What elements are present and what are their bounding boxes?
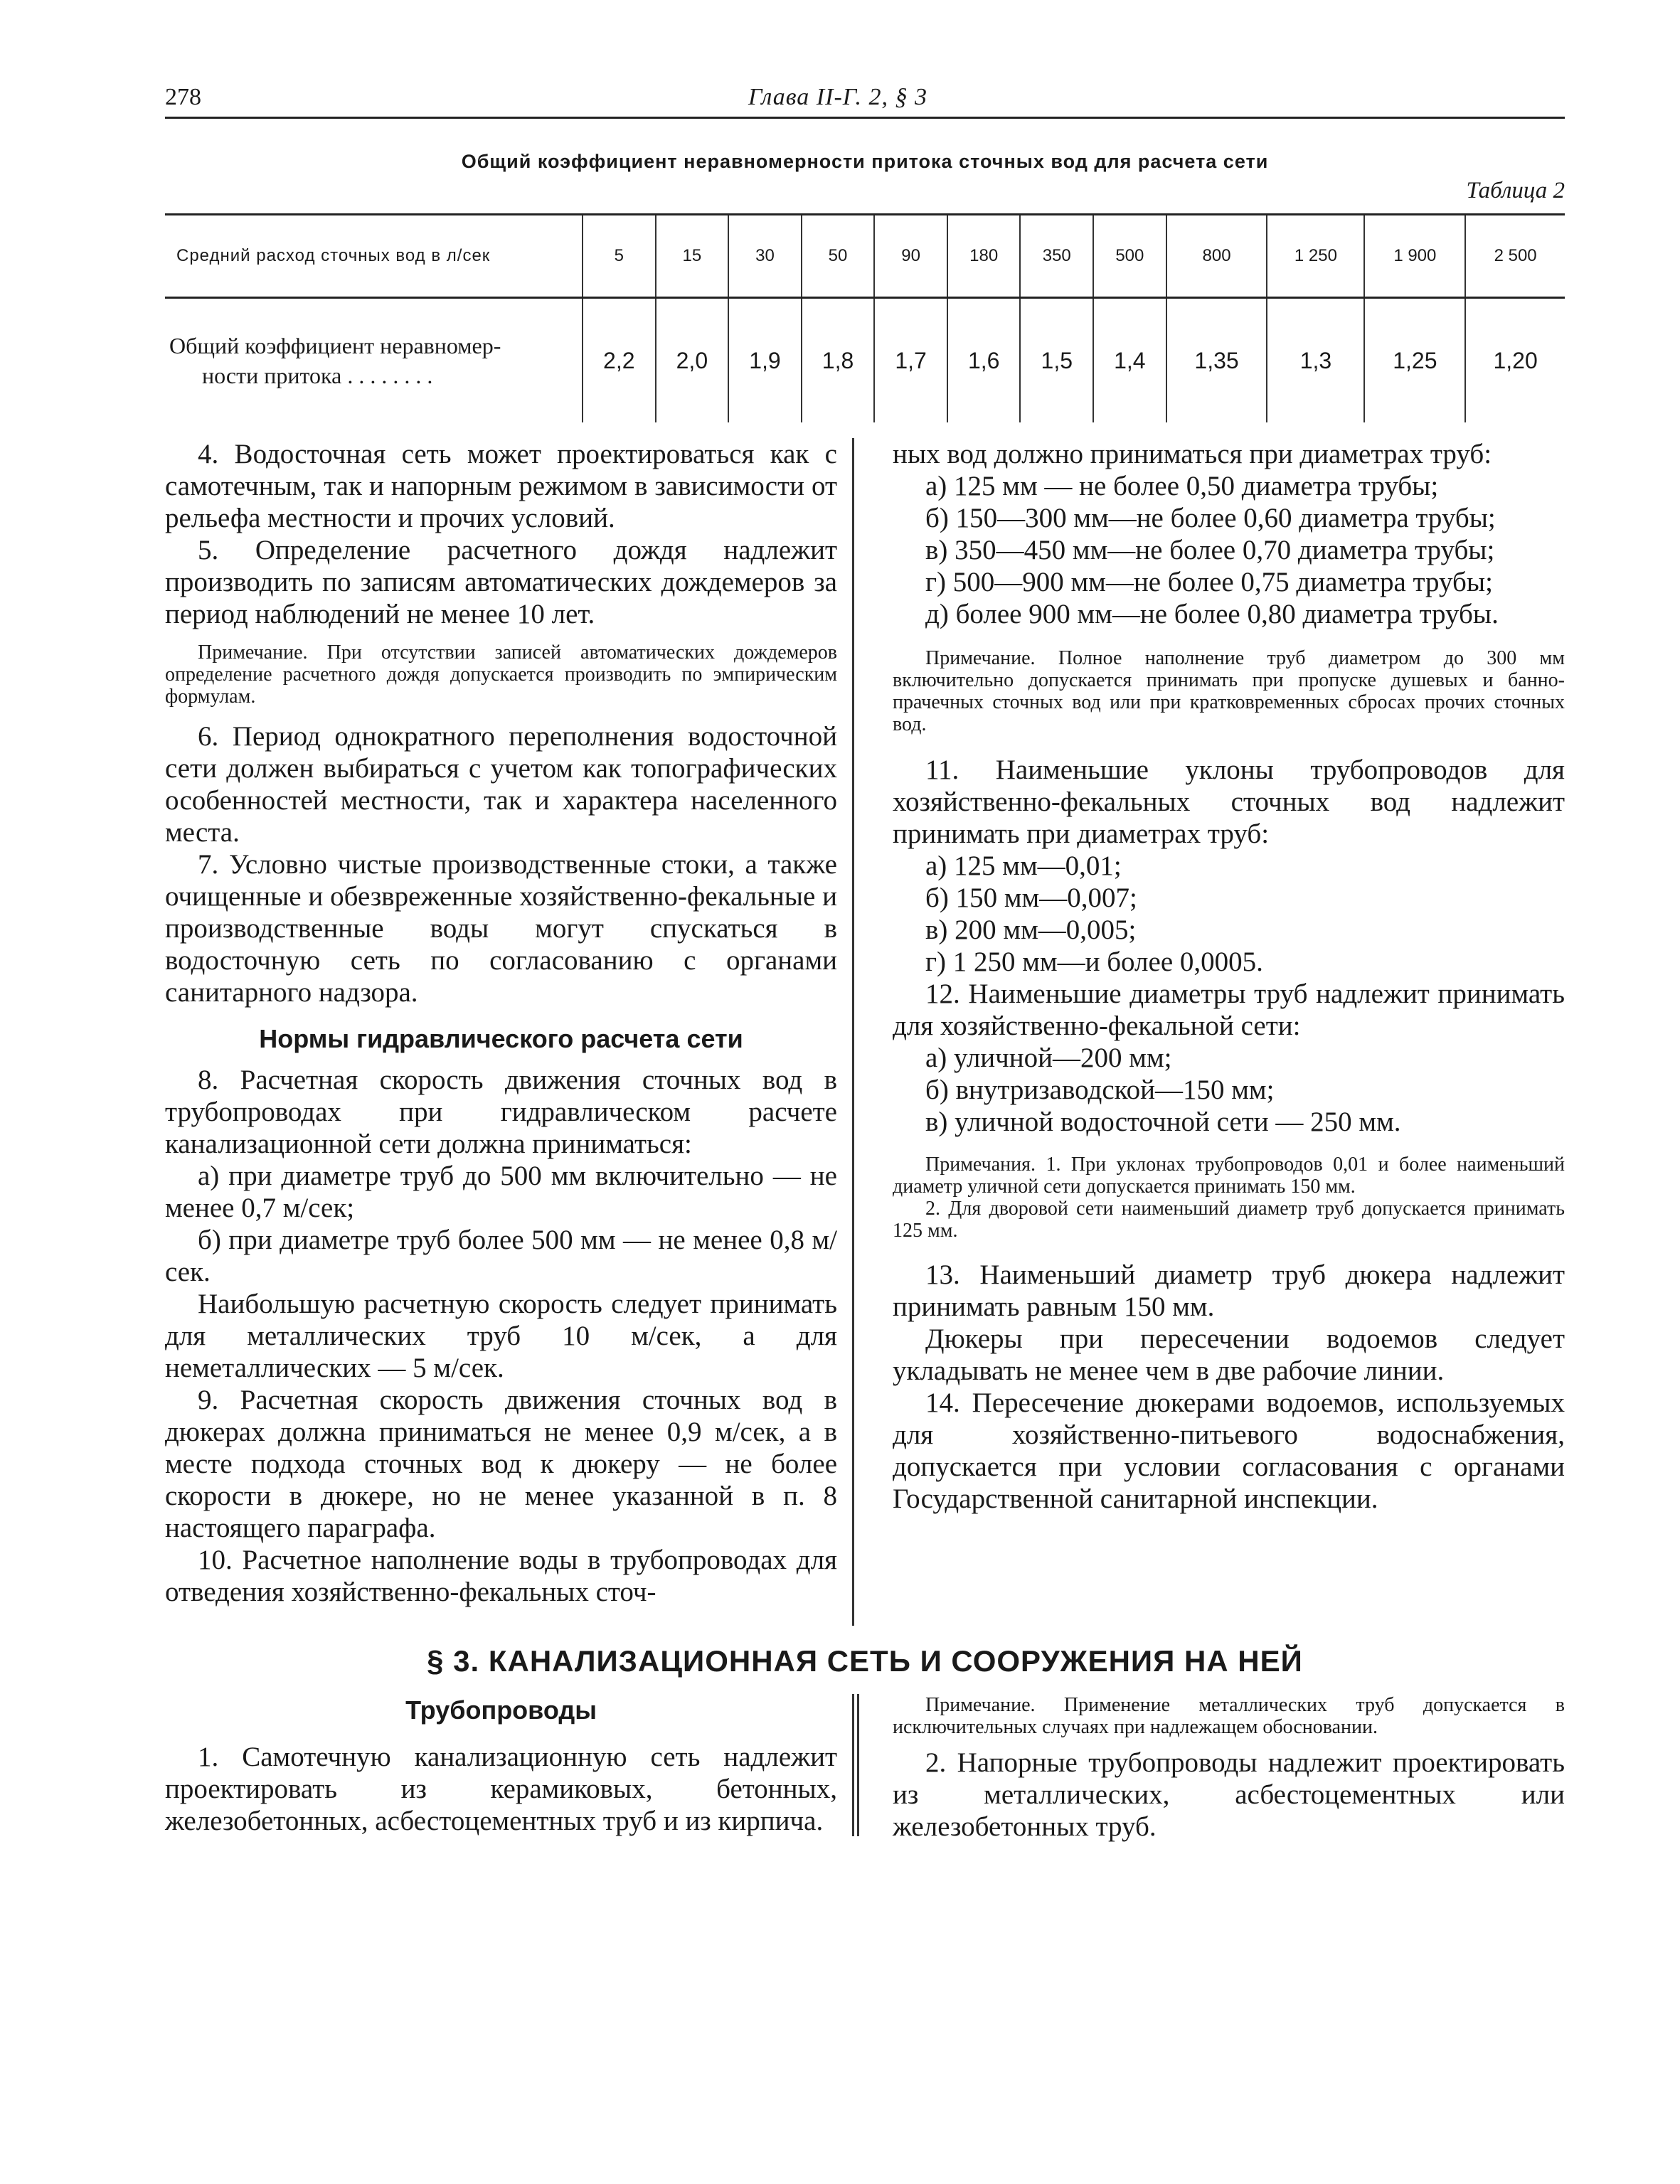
- table-row-flow: [165, 215, 1565, 298]
- chapter-reference: Глава II-Г. 2, § 3: [748, 84, 928, 110]
- diameter-item: в) уличной водосточной сети — 250 мм.: [925, 1107, 1401, 1137]
- coefficient-cell: 1,4: [1093, 298, 1166, 423]
- note-slopes-2: 2. Для дворовой сети наименьший диаметр труб допускается принимать 125 мм.: [893, 1198, 1565, 1242]
- coefficient-cell: 1,5: [1020, 298, 1093, 423]
- right-column: [893, 438, 1565, 1515]
- flow-cell: 1 900: [1364, 215, 1465, 298]
- paragraph-6: 6. Период однократного переполнения водосточной сети должен выбираться с учетом как топографических особенностей местности, так и характера населенного места.: [165, 721, 837, 848]
- fill-item: в) 350—450 мм—не более 0,70 диаметра трубы;: [925, 535, 1495, 565]
- flow-cell: 2 500: [1465, 215, 1565, 298]
- paragraph-9: 9. Расчетная скорость движения сточных вод в дюкерах должна приниматься не менее 0,9 м/сек, а в месте подхода сточных вод к дюкеру — не более скорости в дюкере, но не менее указанной в п. 8 настоящего параграфа.: [165, 1385, 837, 1543]
- note-metal-pipes: Примечание. Применение металлических труб допускается в исключительных случаях при надлежащем обосновании.: [893, 1694, 1565, 1738]
- left-column-section-3: [165, 1694, 837, 1837]
- right-column-section-3: [893, 1694, 1565, 1843]
- paragraph-8c: Наибольшую расчетную скорость следует принимать для металлических труб 10 м/сек, а для неметаллических — 5 м/сек.: [165, 1289, 837, 1383]
- section-3-paragraph-2: 2. Напорные трубопроводы надлежит проектировать из металлических, асбестоцементных или железобетонных труб.: [893, 1747, 1565, 1842]
- coefficient-cell: 1,9: [728, 298, 802, 423]
- coefficient-cell: 1,35: [1166, 298, 1267, 423]
- row-label-line: ности притока . . . . . . . .: [202, 363, 433, 388]
- coefficient-cell: 2,0: [656, 298, 729, 423]
- slope-item: б) 150 мм—0,007;: [925, 883, 1137, 913]
- note-slopes-1: Примечания. 1. При уклонах трубопроводов 0,01 и более наименьший диаметр уличной сети допускается принимать 150 мм.: [893, 1154, 1565, 1198]
- page-number: 278: [165, 84, 201, 110]
- section-3-title: § 3. КАНАЛИЗАЦИОННАЯ СЕТЬ И СООРУЖЕНИЯ НА НЕЙ: [427, 1644, 1303, 1678]
- flow-cell: 1 250: [1267, 215, 1364, 298]
- coefficient-cell: 1,20: [1465, 298, 1565, 423]
- note-full-filling: Примечание. Полное наполнение труб диаметром до 300 мм включительно допускается принимать при пропуске душевых и банно-прачечных сточных вод или при кратковременных сбросах прочих сточных вод.: [893, 647, 1565, 735]
- table-number: Таблица 2: [1466, 178, 1565, 203]
- flow-cell: 90: [874, 215, 947, 298]
- paragraph-10: 10. Расчетное наполнение воды в трубопроводах для отведения хозяйственно-фекальных сточ-: [165, 1545, 837, 1607]
- coefficient-cell: 1,8: [802, 298, 875, 423]
- paragraph-10-continued: ных вод должно приниматься при диаметрах труб:: [893, 439, 1492, 469]
- paragraph-8a: а) при диаметре труб до 500 мм включительно — не менее 0,7 м/сек;: [165, 1161, 837, 1223]
- row-label-flow: Средний расход сточных вод в л/сек: [165, 215, 583, 298]
- paragraph-5: 5. Определение расчетного дождя надлежит производить по записям автоматических дождемеров за период наблюдений не менее 10 лет.: [165, 535, 837, 629]
- coefficient-cell: 1,3: [1267, 298, 1364, 423]
- note-rain-gauges: Примечание. При отсутствии записей автоматических дождемеров определение расчетного дождя допускается производить по эмпирическим формулам.: [165, 641, 837, 708]
- left-column: [165, 438, 837, 1608]
- flow-cell: 50: [802, 215, 875, 298]
- flow-cell: 350: [1020, 215, 1093, 298]
- fill-item: г) 500—900 мм—не более 0,75 диаметра трубы;: [925, 567, 1493, 597]
- fill-item: а) 125 мм — не более 0,50 диаметра трубы;: [925, 471, 1439, 501]
- paragraph-13b: Дюкеры при пересечении водоемов следует укладывать не менее чем в две рабочие линии.: [893, 1323, 1565, 1386]
- subheading-pipelines: Трубопроводы: [405, 1695, 597, 1725]
- header-rule: [165, 117, 1565, 119]
- flow-cell: 30: [728, 215, 802, 298]
- paragraph-7: 7. Условно чистые производственные стоки, а также очищенные и обезвреженные хозяйственно-фекальные и производственные воды могут спускаться в водосточную сеть по согласованию с органами санитарного надзора.: [165, 849, 837, 1008]
- paragraph-4: 4. Водосточная сеть может проектироваться как с самотечным, так и напорным режимом в зависимости от рельефа местности и прочих условий.: [165, 439, 837, 533]
- table-title: Общий коэффициент неравномерности притока сточных вод для расчета сети: [461, 151, 1269, 172]
- diameter-item: а) уличной—200 мм;: [925, 1043, 1172, 1073]
- slope-item: в) 200 мм—0,005;: [925, 915, 1137, 945]
- document-page: [165, 68, 1565, 2131]
- flow-cell: 800: [1166, 215, 1267, 298]
- coefficient-cell: 1,25: [1364, 298, 1465, 423]
- section-3-paragraph-1: 1. Самотечную канализационную сеть надлежит проектировать из керамиковых, бетонных, железобетонных, асбестоцементных труб и из кирпича.: [165, 1742, 837, 1836]
- column-divider: [852, 1694, 854, 1836]
- fill-item: д) более 900 мм—не более 0,80 диаметра трубы.: [925, 599, 1499, 629]
- paragraph-8: 8. Расчетная скорость движения сточных вод в трубопроводах при гидравлическом расчете канализационной сети должна приниматься:: [165, 1065, 837, 1159]
- coefficient-cell: 2,2: [583, 298, 656, 423]
- paragraph-11: 11. Наименьшие уклоны трубопроводов для хозяйственно-фекальных сточных вод надлежит принимать при диаметрах труб:: [893, 755, 1565, 849]
- flow-cell: 180: [947, 215, 1021, 298]
- coefficient-table: [165, 213, 1565, 422]
- paragraph-14: 14. Пересечение дюкерами водоемов, используемых для хозяйственно-питьевого водоснабжения, допускается при условии согласования с органами Государственной санитарной инспекции.: [893, 1387, 1565, 1514]
- table-row-coefficient: [165, 298, 1565, 423]
- flow-cell: 500: [1093, 215, 1166, 298]
- paragraph-8b: б) при диаметре труб более 500 мм — не менее 0,8 м/сек.: [165, 1225, 837, 1287]
- section-heading-hydraulics: Нормы гидравлического расчета сети: [259, 1024, 743, 1053]
- column-divider: [857, 1694, 859, 1836]
- slope-item: г) 1 250 мм—и более 0,0005.: [925, 947, 1263, 977]
- column-divider: [852, 438, 854, 1626]
- slope-item: а) 125 мм—0,01;: [925, 851, 1122, 881]
- coefficient-cell: 1,7: [874, 298, 947, 423]
- row-label-line: Общий коэффициент неравномер-: [169, 333, 501, 358]
- row-label-coefficient: [165, 298, 583, 423]
- flow-cell: 15: [656, 215, 729, 298]
- fill-item: б) 150—300 мм—не более 0,60 диаметра трубы;: [925, 503, 1496, 533]
- paragraph-13: 13. Наименьший диаметр труб дюкера надлежит принимать равным 150 мм.: [893, 1259, 1565, 1322]
- flow-cell: 5: [583, 215, 656, 298]
- diameter-item: б) внутризаводской—150 мм;: [925, 1075, 1275, 1105]
- paragraph-12: 12. Наименьшие диаметры труб надлежит принимать для хозяйственно-фекальной сети:: [893, 979, 1565, 1041]
- coefficient-cell: 1,6: [947, 298, 1021, 423]
